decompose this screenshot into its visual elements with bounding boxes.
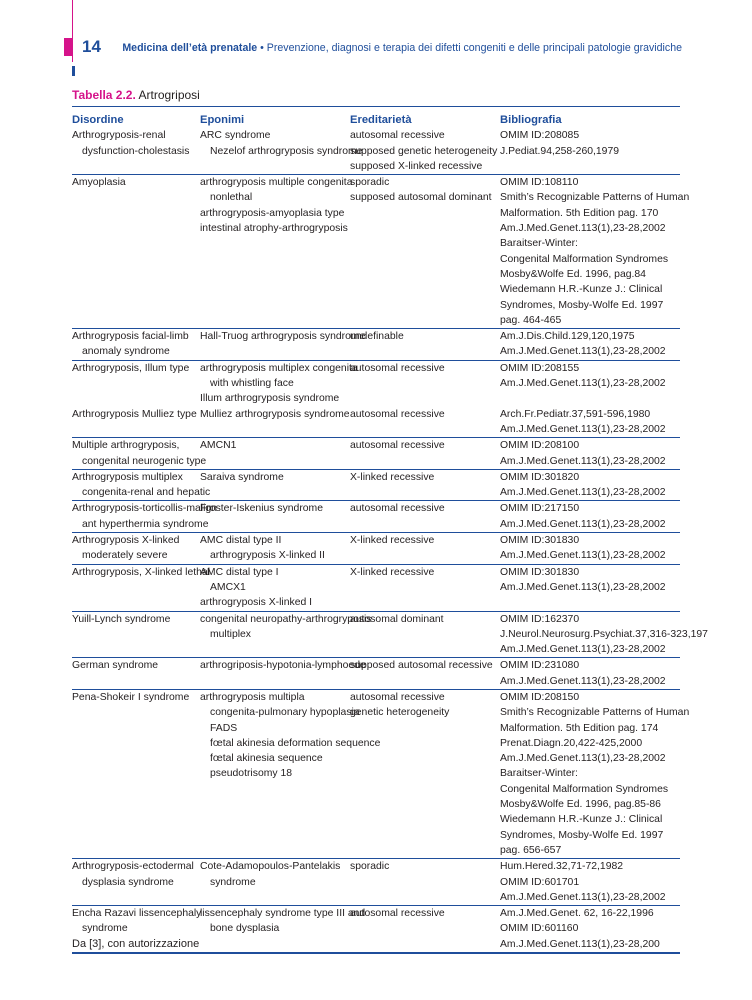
table-cell	[350, 175, 500, 328]
table-cell	[350, 533, 500, 564]
cell-line: Wiedemann H.R.-Kunze J.: Clinical	[500, 814, 663, 826]
table-row	[72, 128, 680, 174]
cell-line: OMIM ID:301830	[500, 566, 580, 578]
cell-line: arthrogriposis-hypotonia-lymphoede	[200, 660, 366, 672]
source-note: Da [3], con autorizzazione	[72, 938, 200, 950]
cell-line: Arch.Fr.Pediatr.37,591-596,1980	[500, 408, 651, 420]
table-cell	[500, 565, 680, 611]
cell-line: autosomal recessive	[350, 362, 445, 374]
cell-line: Froster-Iskenius syndrome	[200, 503, 323, 515]
table-row	[72, 328, 680, 360]
table-cell	[200, 407, 350, 438]
table-cell	[350, 407, 500, 438]
table-cell	[200, 470, 350, 501]
table-cell	[72, 612, 200, 658]
cell-line: autosomal recessive	[350, 503, 445, 515]
cell-line: Congenital Malformation Syndromes	[500, 783, 669, 795]
cell-line: Arthrogryposis-torticollis-malign	[72, 503, 217, 515]
table-cell	[500, 361, 680, 407]
table-cell	[350, 438, 500, 469]
cell-line: X-linked recessive	[350, 566, 435, 578]
table-row	[72, 469, 680, 501]
cell-line: dysfunction-cholestasis	[82, 145, 190, 157]
running-head-separator: •	[257, 42, 267, 54]
cell-line: Am.J.Med.Genet.113(1),23-28,2002	[500, 753, 666, 765]
cell-line: Am.J.Med.Genet.113(1),23-28,2002	[500, 581, 666, 593]
table-cell	[200, 128, 363, 174]
cell-line: autosomal recessive	[350, 408, 445, 420]
column-header: Ereditarietà	[350, 114, 412, 126]
table-cell	[350, 906, 500, 952]
cell-line: X-linked recessive	[350, 535, 435, 547]
cell-line: Am.J.Med.Genet.113(1),23-28,2002	[500, 518, 666, 530]
table-cell	[200, 612, 372, 658]
cell-line: OMIM ID:208150	[500, 691, 580, 703]
cell-line: Prenat.Diagn.20,422-425,2000	[500, 737, 643, 749]
cell-line: syndrome	[210, 876, 256, 888]
table-row	[72, 174, 690, 328]
cell-line: Nezelof arthrogryposis syndrome	[210, 145, 363, 157]
book-title: Medicina dell’età prenatale	[122, 42, 258, 54]
table-row	[72, 437, 680, 469]
table-cell	[200, 501, 350, 532]
cell-line: Smith’s Recognizable Patterns of Human	[500, 192, 690, 204]
table-cell	[500, 175, 690, 328]
cell-line: AMCX1	[210, 581, 246, 593]
table-cell	[500, 906, 680, 952]
cell-line: Illum arthrogryposis syndrome	[200, 393, 340, 405]
table-row	[72, 500, 680, 532]
cell-line: intestinal atrophy-arthrogryposis	[200, 223, 348, 235]
cell-line: supposed autosomal dominant	[350, 192, 492, 204]
cell-line: arthrogryposis-amyoplasia type	[200, 207, 345, 219]
cell-line: Mosby&Wolfe Ed. 1996, pag.85-86	[500, 799, 661, 811]
cell-line: Baraitser-Winter:	[500, 768, 578, 780]
table-cell	[500, 470, 680, 501]
cell-line: Mosby&Wolfe Ed. 1996, pag.84	[500, 268, 646, 280]
cell-line: autosomal recessive	[350, 691, 445, 703]
column-header: Eponimi	[200, 114, 245, 126]
cell-line: Amyoplasia	[72, 177, 126, 189]
cell-line: with whistling face	[210, 378, 294, 390]
cell-line: Am.J.Med.Genet.113(1),23-28,2002	[500, 487, 666, 499]
table-cell	[72, 128, 200, 174]
cell-line: arthrogryposis multiplex congenita	[200, 362, 358, 374]
cell-line: Saraiva syndrome	[200, 471, 284, 483]
table-row	[72, 407, 680, 438]
cell-line: Am.J.Med.Genet.113(1),23-28,2002	[500, 346, 666, 358]
table-cell	[72, 175, 200, 328]
table-cell	[350, 658, 500, 689]
cell-line: Am.J.Med.Genet. 62, 16-22,1996	[500, 908, 654, 920]
cell-line: OMIM ID:601160	[500, 923, 579, 935]
cell-line: ant hyperthermia syndrome	[82, 518, 209, 530]
table-cell	[200, 859, 350, 905]
table-cell	[200, 438, 350, 469]
table-cell	[72, 438, 207, 469]
table-cell	[200, 329, 366, 360]
cell-line: Am.J.Med.Genet.113(1),23-28,2002	[500, 644, 666, 656]
table-header-row	[72, 107, 680, 128]
cell-line: OMIM ID:301830	[500, 535, 580, 547]
cell-line: arthrogryposis multiple congenita	[200, 177, 353, 189]
cell-line: Arthrogryposis-ectodermal	[72, 861, 194, 873]
table-cell	[350, 690, 500, 858]
cell-line: congenital neurogenic type	[82, 455, 207, 467]
cell-line: Arthrogryposis, Illum type	[72, 362, 190, 374]
cell-line: arthrogryposis multipla	[200, 691, 305, 703]
page-number-marker	[64, 38, 72, 56]
cell-line: sporadic	[350, 861, 390, 873]
cell-line: Syndromes, Mosby-Wolfe Ed. 1997	[500, 299, 664, 311]
header-rule	[72, 0, 73, 62]
cell-line: OMIM ID:217150	[500, 503, 580, 515]
page-number: 14	[82, 37, 101, 56]
cell-line: OMIM ID:108110	[500, 177, 579, 189]
cell-line: Baraitser-Winter:	[500, 238, 578, 250]
cell-line: anomaly syndrome	[82, 346, 170, 358]
cell-line: Am.J.Dis.Child.129,120,1975	[500, 331, 635, 343]
cell-line: AMCN1	[200, 440, 237, 452]
cell-line: fœtal akinesia deformation sequence	[210, 737, 381, 749]
cell-line: Multiple arthrogryposis,	[72, 440, 180, 452]
table-cell	[200, 565, 350, 611]
arthrogryposis-table	[72, 106, 708, 954]
table-cell	[200, 906, 366, 952]
cell-line: Hum.Hered.32,71-72,1982	[500, 861, 624, 873]
table-cell	[350, 128, 500, 174]
cell-line: Yuill-Lynch syndrome	[72, 613, 171, 625]
table-cell	[350, 565, 500, 611]
table-cell	[72, 361, 200, 407]
cell-line: supposed autosomal recessive	[350, 660, 493, 672]
cell-line: congenital neuropathy-arthrogryposis	[200, 613, 372, 625]
table-cell	[500, 612, 708, 658]
cell-line: Malformation. 5th Edition pag. 174	[500, 722, 659, 734]
cell-line: autosomal recessive	[350, 908, 445, 920]
cell-line: dysplasia syndrome	[82, 876, 174, 888]
table-row	[72, 532, 680, 564]
table-cell	[72, 329, 200, 360]
cell-line: autosomal dominant	[350, 613, 444, 625]
table-cell	[72, 859, 200, 905]
cell-line: OMIM ID:231080	[500, 660, 580, 672]
table-cell	[500, 407, 680, 438]
cell-line: FADS	[210, 722, 238, 734]
cell-line: bone dysplasia	[210, 923, 280, 935]
cell-line: lissencephaly syndrome type III and	[200, 908, 366, 920]
cell-line: German syndrome	[72, 660, 159, 672]
table-row	[72, 611, 708, 658]
cell-line: Pena-Shokeir I syndrome	[72, 691, 190, 703]
cell-line: pseudotrisomy 18	[210, 768, 293, 780]
cell-line: Syndromes, Mosby-Wolfe Ed. 1997	[500, 829, 664, 841]
table-cell	[72, 658, 200, 689]
table-cell	[350, 361, 500, 407]
table-row	[72, 858, 680, 905]
cell-line: Wiedemann H.R.-Kunze J.: Clinical	[500, 284, 663, 296]
table-row	[72, 564, 680, 611]
column-header: Disordine	[72, 114, 124, 126]
cell-line: autosomal recessive	[350, 130, 445, 142]
table-cell	[200, 690, 381, 858]
cell-line: congenita-renal and hepatic	[82, 487, 211, 499]
cell-line: arthrogryposis X-linked I	[200, 597, 313, 609]
cell-line: X-linked recessive	[350, 471, 435, 483]
cell-line: Arthrogryposis facial-limb	[72, 331, 189, 343]
table-cell	[350, 329, 500, 360]
cell-line: fœtal akinesia sequence	[210, 753, 323, 765]
cell-line: supposed genetic heterogeneity	[350, 145, 498, 157]
table-row	[72, 360, 680, 407]
cell-line: Malformation. 5th Edition pag. 170	[500, 207, 659, 219]
cell-line: OMIM ID:601701	[500, 876, 580, 888]
table-cell	[200, 361, 358, 407]
table-caption-label: Tabella 2.2.	[72, 88, 136, 102]
cell-line: Smith’s Recognizable Patterns of Human	[500, 707, 690, 719]
cell-line: Am.J.Med.Genet.113(1),23-28,2002	[500, 455, 666, 467]
cell-line: Am.J.Med.Genet.113(1),23-28,2002	[500, 675, 666, 687]
table-cell	[200, 658, 366, 689]
table-row	[72, 689, 690, 858]
cell-line: Am.J.Med.Genet.113(1),23-28,2002	[500, 223, 666, 235]
table-cell	[200, 533, 350, 564]
header-tick	[72, 66, 75, 76]
book-subtitle: Prevenzione, diagnosi e terapia dei difetti congeniti e delle principali patologie gravidiche	[266, 42, 682, 54]
cell-line: OMIM ID:208085	[500, 130, 580, 142]
cell-line: OMIM ID:208155	[500, 362, 580, 374]
table-cell	[72, 470, 211, 501]
table-body	[72, 128, 708, 952]
cell-line: undefinable	[350, 331, 404, 343]
cell-line: pag. 656-657	[500, 844, 562, 856]
cell-line: autosomal recessive	[350, 440, 445, 452]
table-cell	[500, 329, 680, 360]
table-caption	[72, 88, 200, 102]
cell-line: Am.J.Med.Genet.113(1),23-28,200	[500, 938, 660, 950]
cell-line: Cote-Adamopoulos-Pantelakis	[200, 861, 341, 873]
cell-line: genetic heterogeneity	[350, 707, 450, 719]
table-cell	[200, 175, 353, 328]
cell-line: Arthrogryposis Mulliez type	[72, 408, 197, 420]
table-cell	[72, 407, 200, 438]
cell-line: AMC distal type I	[200, 566, 279, 578]
column-header: Bibliografia	[500, 114, 562, 126]
cell-line: moderately severe	[82, 550, 168, 562]
table-cell	[500, 438, 680, 469]
table-caption-title: Artrogriposi	[135, 88, 200, 102]
table-cell	[500, 859, 680, 905]
running-head	[122, 42, 682, 54]
cell-line: J.Neurol.Neurosurg.Psychiat.37,316-323,197	[500, 628, 708, 640]
cell-line: Arthrogryposis, X-linked lethal	[72, 566, 211, 578]
table-cell	[72, 501, 217, 532]
table-cell	[72, 533, 200, 564]
cell-line: arthrogryposis X-linked II	[210, 550, 325, 562]
cell-line: Congenital Malformation Syndromes	[500, 253, 669, 265]
table-cell	[350, 859, 500, 905]
cell-line: supposed X-linked recessive	[350, 160, 483, 172]
cell-line: Am.J.Med.Genet.113(1),23-28,2002	[500, 550, 666, 562]
table-cell	[72, 565, 211, 611]
table-row	[72, 657, 680, 689]
cell-line: Arthrogryposis X-linked	[72, 535, 180, 547]
cell-line: Arthrogryposis-renal	[72, 130, 166, 142]
cell-line: nonlethal	[210, 192, 253, 204]
table-cell	[500, 501, 680, 532]
cell-line: Hall-Truog arthrogryposis syndrome	[200, 331, 366, 343]
cell-line: OMIM ID:208100	[500, 440, 580, 452]
cell-line: pag. 464-465	[500, 314, 562, 326]
cell-line: Am.J.Med.Genet.113(1),23-28,2002	[500, 423, 666, 435]
cell-line: syndrome	[82, 923, 128, 935]
table-cell	[350, 612, 500, 658]
table-cell	[500, 690, 690, 858]
table-cell	[500, 128, 680, 174]
cell-line: ARC syndrome	[200, 130, 271, 142]
cell-line: OMIM ID:162370	[500, 613, 580, 625]
cell-line: J.Pediat.94,258-260,1979	[500, 145, 620, 157]
cell-line: OMIM ID:301820	[500, 471, 580, 483]
table-cell	[500, 658, 680, 689]
cell-line: AMC distal type II	[200, 535, 282, 547]
table-cell	[500, 533, 680, 564]
cell-line: Mulliez arthrogryposis syndrome	[200, 408, 350, 420]
table-cell	[72, 690, 200, 858]
cell-line: Am.J.Med.Genet.113(1),23-28,2002	[500, 891, 666, 903]
cell-line: Encha Razavi lissencephaly	[72, 908, 202, 920]
cell-line: Arthrogryposis multiplex	[72, 471, 183, 483]
table-cell	[350, 470, 500, 501]
cell-line: multiplex	[210, 628, 251, 640]
cell-line: sporadic	[350, 177, 390, 189]
cell-line: Am.J.Med.Genet.113(1),23-28,2002	[500, 378, 666, 390]
cell-line: congenita-pulmonary hypoplasia	[210, 707, 360, 719]
table-cell	[350, 501, 500, 532]
